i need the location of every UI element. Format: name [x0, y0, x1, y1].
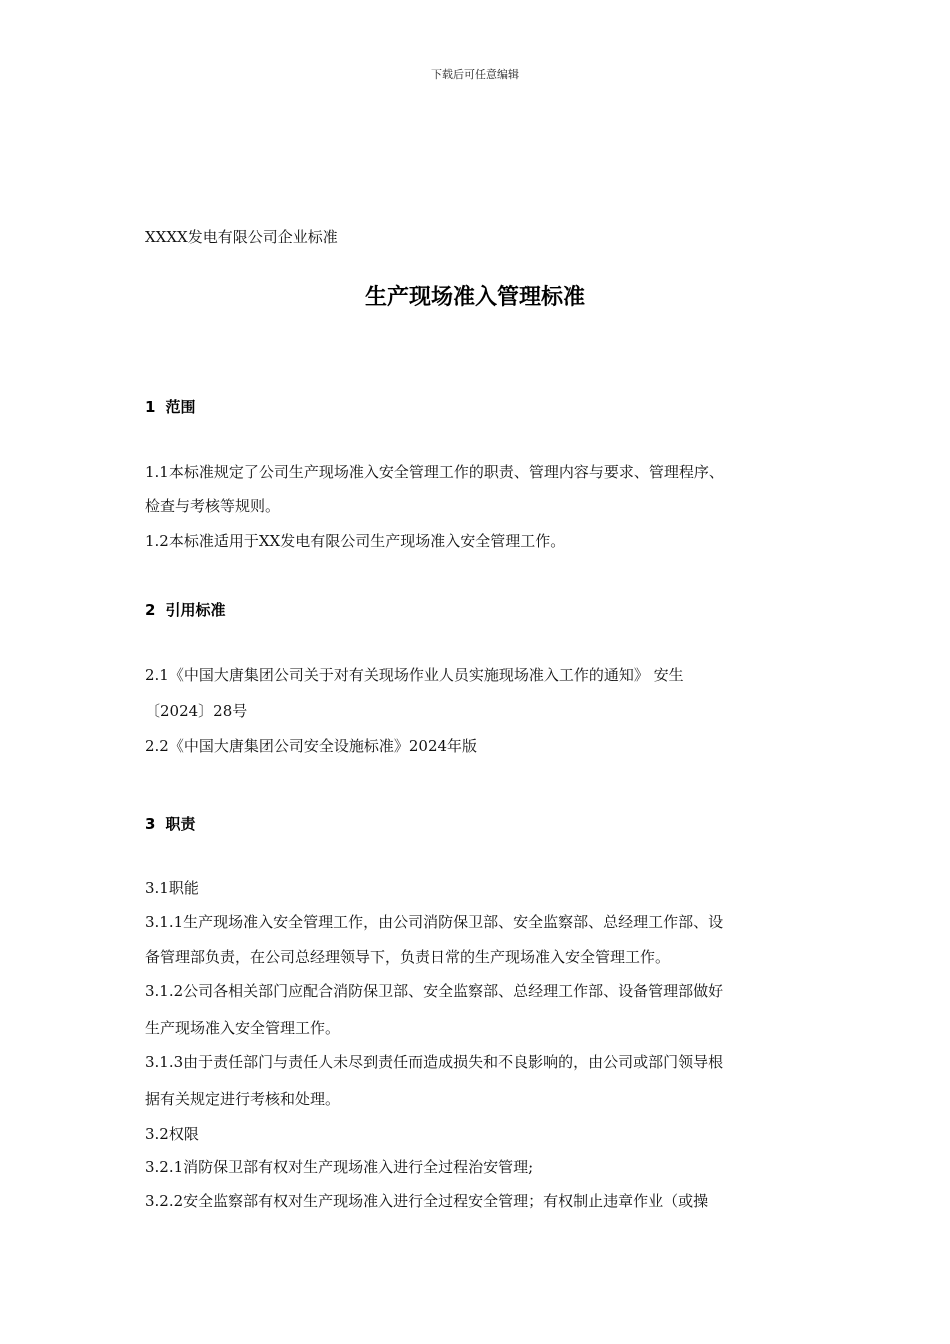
- paragraph-3-1-1-line-1: 3.1.1生产现场准入安全管理工作，由公司消防保卫部、安全监察部、总经理工作部、设: [145, 913, 724, 931]
- section-number: 3: [145, 815, 156, 833]
- section-heading-responsibilities: [145, 813, 195, 834]
- section-title: 范围: [165, 398, 196, 416]
- paragraph-1-1-line-1: 1.1本标准规定了公司生产现场准入安全管理工作的职责、管理内容与要求、管理程序、: [145, 463, 724, 481]
- section-number: 1: [145, 398, 156, 416]
- paragraph-3-1-1-line-2: 备管理部负责，在公司总经理领导下，负责日常的生产现场准入安全管理工作。: [145, 948, 671, 966]
- section-heading-references: [145, 599, 225, 620]
- section-number: 2: [145, 601, 156, 619]
- page-header: 下载后可任意编辑: [431, 68, 519, 81]
- paragraph-1-2: 1.2本标准适用于XX发电有限公司生产现场准入安全管理工作。: [145, 532, 566, 550]
- paragraph-3-1-3-line-2: 据有关规定进行考核和处理。: [145, 1090, 341, 1108]
- section-title: 引用标准: [165, 601, 226, 619]
- document-title: 生产现场准入管理标准: [364, 285, 585, 310]
- paragraph-2-1-line-2: 〔2024〕28号: [145, 702, 248, 720]
- paragraph-3-2-1: 3.2.1消防保卫部有权对生产现场准入进行全过程治安管理;: [145, 1158, 534, 1176]
- paragraph-3-1-3-line-1: 3.1.3由于责任部门与责任人未尽到责任而造成损失和不良影响的，由公司或部门领导根: [145, 1053, 724, 1071]
- paragraph-3-1-2-line-2: 生产现场准入安全管理工作。: [145, 1019, 341, 1037]
- paragraph-1-1-line-2: 检查与考核等规则。: [145, 497, 281, 515]
- paragraph-3-2: 3.2权限: [145, 1125, 199, 1143]
- paragraph-3-1-2-line-1: 3.1.2公司各相关部门应配合消防保卫部、安全监察部、总经理工作部、设备管理部做好: [145, 982, 724, 1000]
- section-heading-scope: [145, 396, 195, 417]
- paragraph-3-1: 3.1职能: [145, 879, 199, 897]
- paragraph-2-2: 2.2《中国大唐集团公司安全设施标准》2024年版: [145, 737, 478, 755]
- section-title: 职责: [165, 815, 196, 833]
- paragraph-2-1-line-1: 2.1《中国大唐集团公司关于对有关现场作业人员实施现场准入工作的通知》 安生: [145, 666, 684, 684]
- organization-line: XXXX发电有限公司企业标准: [145, 228, 338, 246]
- paragraph-3-2-2: 3.2.2安全监察部有权对生产现场准入进行全过程安全管理；有权制止违章作业（或操: [145, 1192, 709, 1210]
